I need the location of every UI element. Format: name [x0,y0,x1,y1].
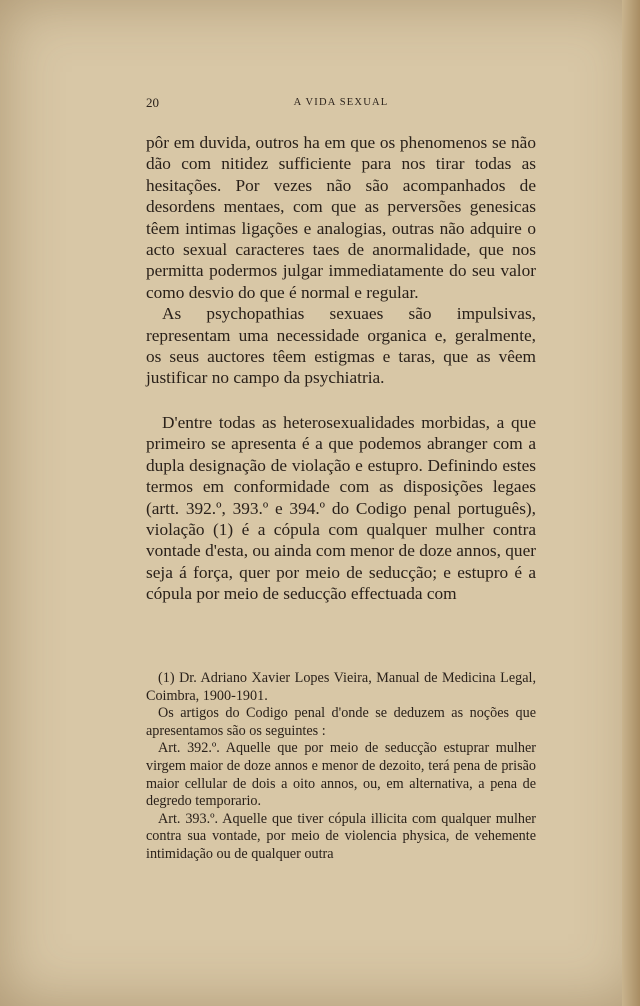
main-text [146,132,536,605]
page-header [146,95,536,115]
footnote-4: Art. 393.º. Aquelle que tiver cópula illicita com qualquer mulher contra sua vontade, por meio de violencia physica, de vehemente intimidação ou de qualquer outra [146,810,536,862]
paragraph-3: D'entre todas as heterosexualidades morbidas, a que primeiro se apresenta é a que podemos abranger com a dupla designação de violação e estupro. Definindo estes termos em conformidade com as disposições legaes (artt. 392.º, 393.º e 394.º do Codigo penal português), violação (1) é a cópula com qualquer mulher contra vontade d'esta, ou ainda com menor de doze annos, quer seja á força, quer por meio de seducção; e estupro é a cópula por meio de seducção effectuada com [146,412,536,604]
footnote-1: (1) Dr. Adriano Xavier Lopes Vieira, Manual de Medicina Legal, Coimbra, 1900-1901. [146,670,536,704]
footnotes [146,670,536,864]
paragraph-2: As psychopathias sexuaes são impulsivas, representam uma necessidade organica e, geralmente, os seus auctores têem estigmas e taras, que as vêem justificar no campo da psychiatria. [146,304,536,388]
page-number: 20 [146,95,159,110]
paragraph-1: pôr em duvida, outros ha em que os phenomenos se não dão com nitidez sufficiente para nos tirar todas as hesitações. Por vezes não são acompanhados de desordens mentaes, com que as perversões genesicas têem intimas ligações e analogias, outras não adquire o acto sexual caracteres taes de anormalidade, que nos permitta podermos julgar immediatamente do seu valor como desvio do que é normal e regular. [146,133,536,302]
footnote-3: Art. 392.º. Aquelle que por meio de seducção estuprar mulher virgem maior de doze annos e menor de dezoito, terá pena de prisão maior cellular de dois a oito annos, ou, em alternativa, a pena de degredo temporario. [146,740,536,810]
footnote-2: Os artigos do Codigo penal d'onde se deduzem as noções que apresentamos são os seguintes : [146,705,536,739]
running-title: A VIDA SEXUAL [293,97,389,108]
page-edge [622,0,640,1006]
